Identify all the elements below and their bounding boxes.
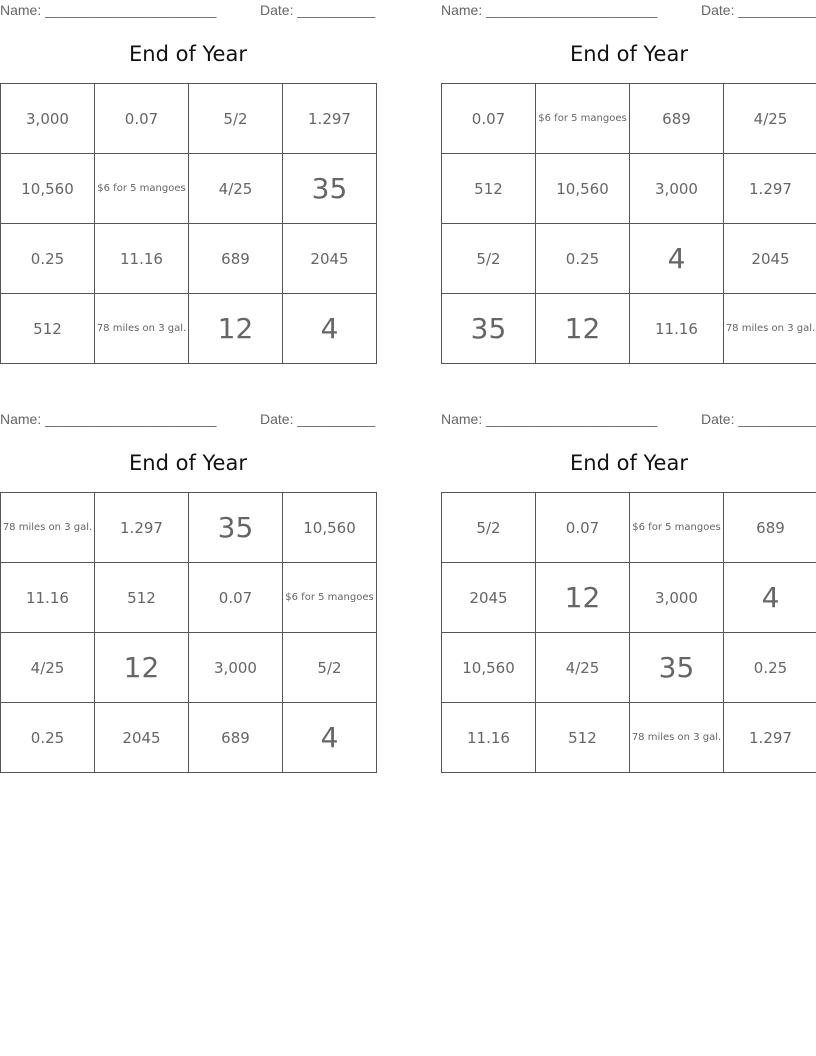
grid-cell[interactable]: 78 miles on 3 gal. — [1, 493, 95, 563]
grid-row — [1, 224, 377, 294]
grid-cell[interactable]: 0.07 — [536, 493, 630, 563]
grid-cell[interactable]: 0.25 — [536, 224, 630, 294]
grid-cell[interactable]: 4 — [630, 224, 724, 294]
grid-cell[interactable]: 4 — [283, 294, 377, 364]
grid-cell[interactable]: 1.297 — [283, 84, 377, 154]
grid-cell[interactable]: 0.25 — [1, 224, 95, 294]
grid-row — [442, 493, 816, 563]
bingo-card-1 — [0, 0, 376, 345]
grid-cell[interactable]: 0.07 — [189, 563, 283, 633]
grid-cell[interactable]: 78 miles on 3 gal. — [95, 294, 189, 364]
grid-cell[interactable]: 1.297 — [724, 703, 816, 773]
grid-cell[interactable]: 512 — [1, 294, 95, 364]
grid-cell[interactable]: 35 — [442, 294, 536, 364]
grid-cell[interactable]: 0.25 — [724, 633, 816, 703]
grid-row — [442, 563, 816, 633]
grid-cell[interactable]: 1.297 — [724, 154, 816, 224]
name-field[interactable]: Name: ______________________ — [441, 411, 658, 427]
grid-cell[interactable]: 2045 — [724, 224, 816, 294]
grid-cell[interactable]: 1.297 — [95, 493, 189, 563]
grid-cell[interactable]: 5/2 — [189, 84, 283, 154]
card-header — [441, 0, 816, 22]
grid-row — [1, 633, 377, 703]
grid-row — [1, 154, 377, 224]
card-title: End of Year — [570, 451, 688, 475]
grid-cell[interactable]: 3,000 — [630, 154, 724, 224]
grid-cell[interactable]: 512 — [536, 703, 630, 773]
grid-cell[interactable]: 3,000 — [1, 84, 95, 154]
grid-cell[interactable]: 689 — [724, 493, 816, 563]
grid-cell[interactable]: $6 for 5 mangoes — [630, 493, 724, 563]
grid-cell[interactable]: 512 — [442, 154, 536, 224]
grid-cell[interactable]: $6 for 5 mangoes — [283, 563, 377, 633]
grid-cell[interactable]: 2045 — [442, 563, 536, 633]
grid-cell[interactable]: $6 for 5 mangoes — [95, 154, 189, 224]
bingo-card-3 — [0, 409, 376, 754]
grid-cell[interactable]: 10,560 — [283, 493, 377, 563]
grid-cell[interactable]: 0.07 — [95, 84, 189, 154]
grid-cell[interactable]: 12 — [536, 563, 630, 633]
grid-cell[interactable]: 4/25 — [724, 84, 816, 154]
bingo-grid — [441, 492, 816, 773]
card-title: End of Year — [129, 451, 247, 475]
grid-cell[interactable]: 10,560 — [442, 633, 536, 703]
grid-cell[interactable]: 5/2 — [283, 633, 377, 703]
bingo-grid — [0, 492, 377, 773]
grid-cell[interactable]: 4/25 — [189, 154, 283, 224]
name-field[interactable]: Name: ______________________ — [0, 411, 217, 427]
grid-cell[interactable]: 3,000 — [189, 633, 283, 703]
grid-cell[interactable]: 4 — [283, 703, 377, 773]
name-field[interactable]: Name: ______________________ — [441, 2, 658, 18]
name-field[interactable]: Name: ______________________ — [0, 2, 217, 18]
bingo-card-2 — [441, 0, 816, 345]
grid-cell[interactable]: 4/25 — [536, 633, 630, 703]
grid-cell[interactable]: 12 — [95, 633, 189, 703]
grid-cell[interactable]: 2045 — [283, 224, 377, 294]
grid-cell[interactable]: 689 — [630, 84, 724, 154]
grid-cell[interactable]: 512 — [95, 563, 189, 633]
grid-cell[interactable]: 4/25 — [1, 633, 95, 703]
grid-cell[interactable]: 3,000 — [630, 563, 724, 633]
grid-cell[interactable]: 689 — [189, 224, 283, 294]
grid-cell[interactable]: 11.16 — [95, 224, 189, 294]
grid-cell[interactable]: 0.25 — [1, 703, 95, 773]
grid-cell[interactable]: 35 — [630, 633, 724, 703]
grid-cell[interactable]: 12 — [536, 294, 630, 364]
date-field[interactable]: Date: __________ — [260, 2, 376, 18]
grid-cell[interactable]: 11.16 — [442, 703, 536, 773]
bingo-card-4 — [441, 409, 816, 747]
grid-cell[interactable]: 0.07 — [442, 84, 536, 154]
card-header — [0, 0, 376, 22]
card-header — [441, 409, 816, 431]
grid-row — [1, 493, 377, 563]
grid-cell[interactable]: 78 miles on 3 gal. — [724, 294, 816, 364]
grid-row — [442, 84, 816, 154]
grid-cell[interactable]: 4 — [724, 563, 816, 633]
grid-row — [442, 633, 816, 703]
grid-cell[interactable]: 689 — [189, 703, 283, 773]
grid-cell[interactable]: 11.16 — [1, 563, 95, 633]
card-title: End of Year — [129, 42, 247, 66]
grid-cell[interactable]: 12 — [189, 294, 283, 364]
grid-cell[interactable]: 5/2 — [442, 224, 536, 294]
grid-cell[interactable]: 11.16 — [630, 294, 724, 364]
grid-row — [442, 154, 816, 224]
grid-cell[interactable]: 5/2 — [442, 493, 536, 563]
date-field[interactable]: Date: __________ — [701, 411, 816, 427]
grid-cell[interactable]: 10,560 — [536, 154, 630, 224]
bingo-grid — [441, 83, 816, 364]
grid-cell[interactable]: 35 — [189, 493, 283, 563]
date-field[interactable]: Date: __________ — [260, 411, 376, 427]
grid-cell[interactable]: 78 miles on 3 gal. — [630, 703, 724, 773]
card-header — [0, 409, 376, 431]
date-field[interactable]: Date: __________ — [701, 2, 816, 18]
card-title: End of Year — [570, 42, 688, 66]
grid-row — [442, 294, 816, 364]
grid-row — [1, 563, 377, 633]
grid-row — [1, 703, 377, 773]
grid-cell[interactable]: $6 for 5 mangoes — [536, 84, 630, 154]
grid-cell[interactable]: 10,560 — [1, 154, 95, 224]
grid-row — [442, 703, 816, 773]
grid-row — [1, 294, 377, 364]
grid-cell[interactable]: 2045 — [95, 703, 189, 773]
bingo-grid — [0, 83, 377, 364]
grid-row — [442, 224, 816, 294]
grid-row — [1, 84, 377, 154]
grid-cell[interactable]: 35 — [283, 154, 377, 224]
